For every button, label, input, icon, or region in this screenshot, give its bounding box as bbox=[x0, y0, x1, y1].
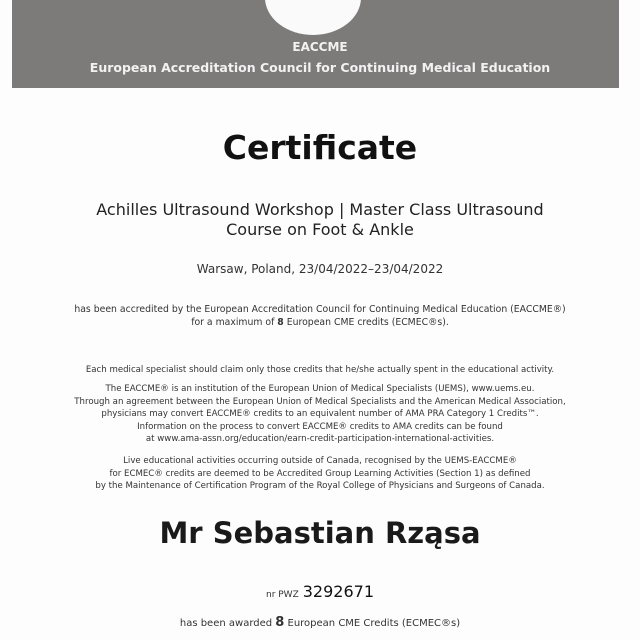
pwz-label: nr PWZ bbox=[265, 590, 299, 600]
note-line: Live educational activities occurring outside of Canada, recognised by the UEMS-EACCME® bbox=[123, 456, 517, 466]
course-line-2: Course on Foot & Ankle bbox=[226, 220, 414, 239]
note-line: physicians may convert EACCME® credits to an equivalent number of AMA PRA Category 1 Credits™. bbox=[101, 409, 539, 419]
text: for a maximum of bbox=[191, 317, 278, 328]
awarded-credits: 8 bbox=[275, 615, 285, 630]
recipient-name: Mr Sebastian Rząsa bbox=[159, 516, 481, 550]
accreditation-line-1: has been accredited by the European Accreditation Council for Continuing Medical Education (EACCME®) bbox=[74, 304, 566, 315]
note-line: at www.ama-assn.org/education/earn-credit-participation-international-activities. bbox=[145, 434, 495, 444]
award-line bbox=[0, 615, 640, 630]
note-line: by the Maintenance of Certification Program of the Royal College of Physicians and Surgeons of Canada. bbox=[95, 481, 545, 491]
org-name: European Accreditation Council for Continuing Medical Education bbox=[89, 60, 551, 75]
text: European CME credits (ECMEC®s). bbox=[283, 317, 449, 328]
course-line-1: Achilles Ultrasound Workshop | Master Class Ultrasound bbox=[96, 200, 544, 219]
note-line: Through an agreement between the European Union of Medical Specialists and the American Medical Association, bbox=[74, 396, 566, 407]
text: European CME Credits (ECMEC®s) bbox=[284, 618, 461, 629]
note-line: for ECMEC® credits are deemed to be Accredited Group Learning Activities (Section 1) as defined bbox=[109, 468, 531, 479]
certificate-title: Certificate bbox=[222, 128, 418, 167]
org-acronym: EACCME bbox=[292, 40, 348, 54]
notes-block-3 bbox=[0, 455, 640, 493]
note-line: Information on the process to convert EACCME® credits to AMA credits can be found bbox=[137, 421, 503, 432]
accreditation-line-2 bbox=[0, 316, 640, 329]
pwz-number: 3292671 bbox=[302, 582, 375, 601]
course-title bbox=[0, 200, 640, 240]
notes-block-2 bbox=[0, 383, 640, 446]
note-1: Each medical specialist should claim only those credits that he/she actually spent in the educational activity. bbox=[85, 365, 555, 375]
accreditation-statement bbox=[0, 303, 640, 329]
text: has been awarded bbox=[179, 618, 276, 629]
place-date: Warsaw, Poland, 23/04/2022–23/04/2022 bbox=[196, 262, 444, 276]
max-credits: 8 bbox=[277, 317, 284, 328]
note-line: The EACCME® is an institution of the European Union of Medical Specialists (UEMS), www.uems.eu. bbox=[105, 384, 535, 394]
pwz-line bbox=[0, 582, 640, 601]
